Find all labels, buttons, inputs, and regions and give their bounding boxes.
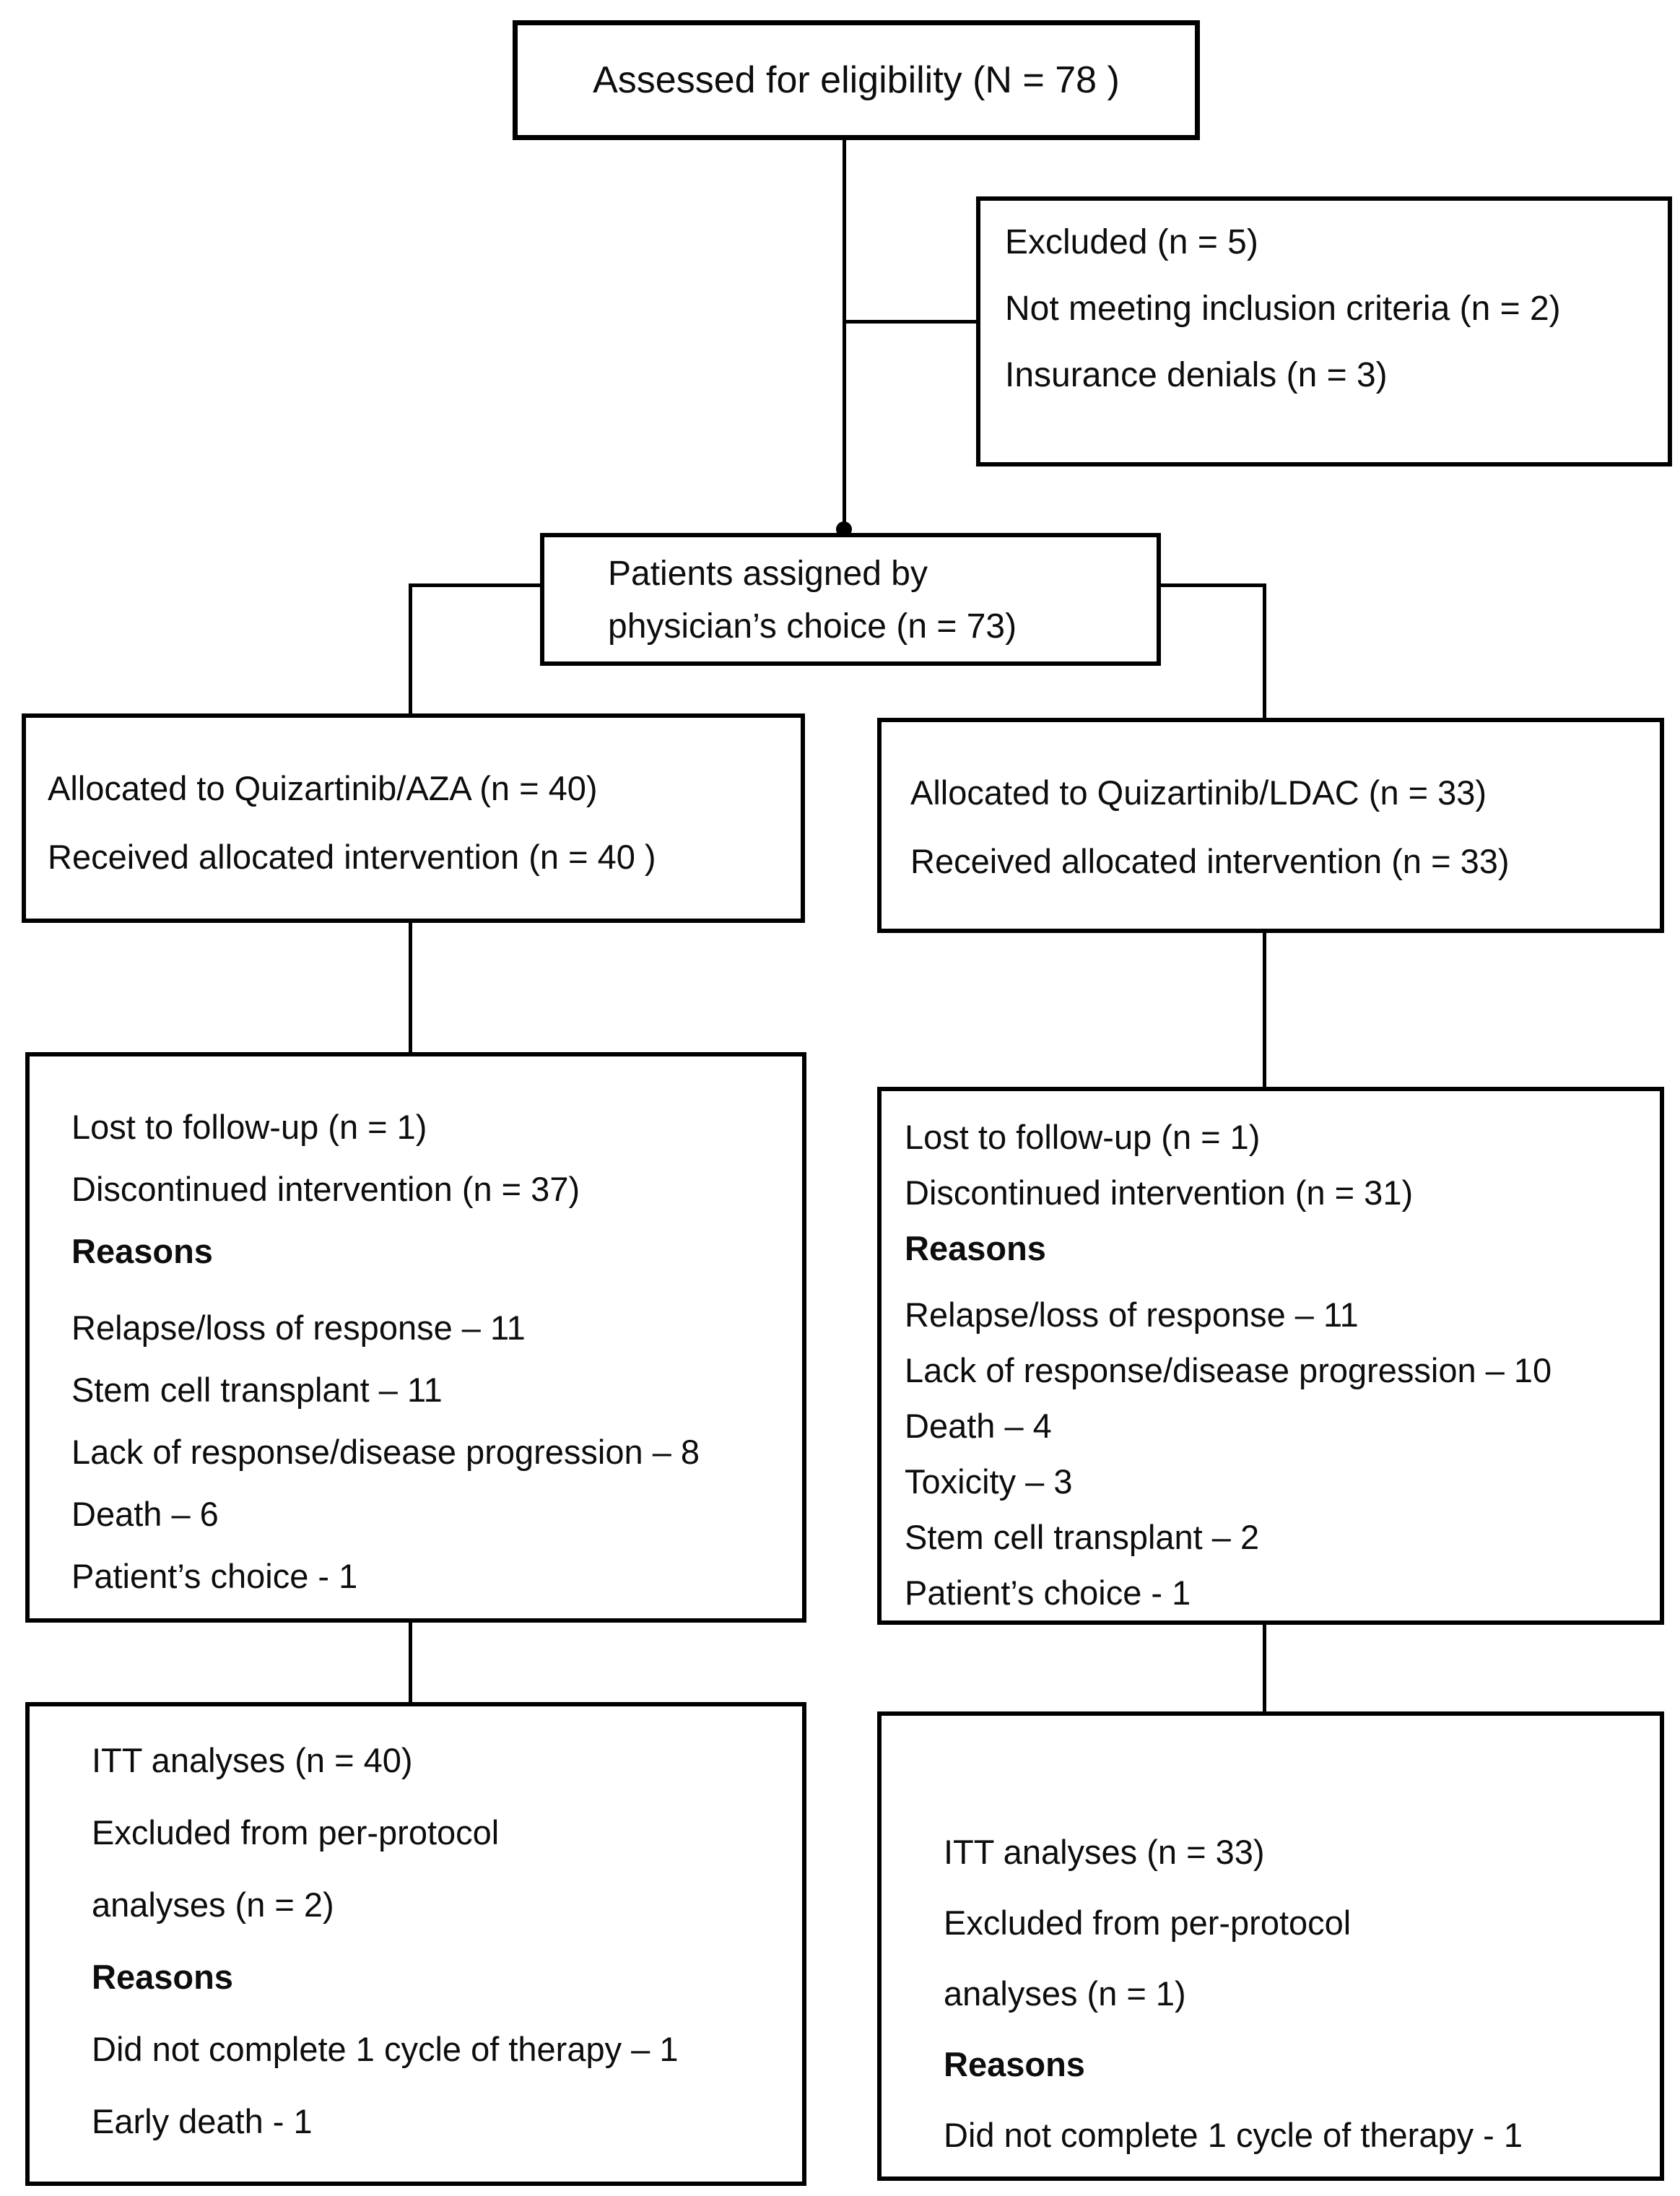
followup-aza-discontinued-text: Discontinued intervention (n = 37) xyxy=(71,1170,580,1208)
reasons-heading: Reasons xyxy=(92,1958,233,1996)
analysis-ldac-excluded-text: analyses (n = 1) xyxy=(944,1974,1186,2013)
connector-branch-right-horizontal xyxy=(1157,583,1266,587)
analysis-ldac-box xyxy=(877,1711,1664,2181)
followup-ldac-reason: Toxicity – 3 xyxy=(905,1462,1073,1501)
analysis-aza-excluded-text: Excluded from per-protocol xyxy=(92,1813,500,1852)
connector-followup-to-analysis-left xyxy=(409,1620,412,1704)
analysis-aza-itt-text: ITT analyses (n = 40) xyxy=(92,1741,413,1779)
analysis-ldac-itt-text: ITT analyses (n = 33) xyxy=(944,1833,1265,1871)
followup-ldac-reason: Stem cell transplant – 2 xyxy=(905,1518,1260,1556)
followup-aza-reason: Patient’s choice - 1 xyxy=(71,1557,358,1595)
followup-aza-reason: Death – 6 xyxy=(71,1495,219,1533)
analysis-aza-excluded-text: analyses (n = 2) xyxy=(92,1885,334,1924)
reasons-heading: Reasons xyxy=(905,1229,1046,1267)
analysis-aza-reason: Did not complete 1 cycle of therapy – 1 xyxy=(92,2030,679,2068)
allocation-ldac-box xyxy=(877,718,1664,933)
assigned-box xyxy=(540,533,1161,666)
followup-ldac-reason: Death – 4 xyxy=(905,1407,1052,1445)
assigned-text-line: physician’s choice (n = 73) xyxy=(608,607,1017,646)
connector-branch-right-vertical xyxy=(1263,583,1266,720)
allocation-ldac-received-text: Received allocated intervention (n = 33) xyxy=(910,842,1510,880)
assessed-eligibility-box xyxy=(513,20,1200,140)
excluded-reason-text: Not meeting inclusion criteria (n = 2) xyxy=(1005,290,1561,328)
followup-ldac-reason: Relapse/loss of response – 11 xyxy=(905,1296,1359,1334)
analysis-ldac-reason: Did not complete 1 cycle of therapy - 1 xyxy=(944,2116,1523,2154)
followup-aza-box xyxy=(25,1052,806,1623)
followup-ldac-discontinued-text: Discontinued intervention (n = 31) xyxy=(905,1173,1414,1212)
allocation-aza-text: Allocated to Quizartinib/AZA (n = 40) xyxy=(48,769,598,807)
assigned-text-line: Patients assigned by xyxy=(608,555,928,593)
followup-ldac-reason: Lack of response/disease progression – 10 xyxy=(905,1351,1552,1389)
followup-aza-reason: Stem cell transplant – 11 xyxy=(71,1371,443,1409)
connector-alloc-to-followup-right xyxy=(1263,930,1266,1089)
analysis-ldac-excluded-text: Excluded from per-protocol xyxy=(944,1904,1352,1942)
connector-branch-left-horizontal xyxy=(409,583,541,587)
followup-ldac-reason: Patient’s choice - 1 xyxy=(905,1574,1191,1612)
allocation-ldac-text: Allocated to Quizartinib/LDAC (n = 33) xyxy=(910,773,1487,812)
allocation-aza-box xyxy=(22,713,805,923)
allocation-aza-received-text: Received allocated intervention (n = 40 ) xyxy=(48,838,656,876)
connector-alloc-to-followup-left xyxy=(409,920,412,1054)
connector-followup-to-analysis-right xyxy=(1263,1622,1266,1714)
followup-aza-reason: Lack of response/disease progression – 8 xyxy=(71,1433,700,1471)
followup-ldac-box xyxy=(877,1087,1664,1625)
followup-aza-lost-text: Lost to follow-up (n = 1) xyxy=(71,1108,427,1146)
excluded-total-text: Excluded (n = 5) xyxy=(1005,223,1258,261)
reasons-heading: Reasons xyxy=(944,2045,1085,2083)
reasons-heading: Reasons xyxy=(71,1232,213,1270)
connector-branch-left-vertical xyxy=(409,583,412,716)
followup-ldac-lost-text: Lost to follow-up (n = 1) xyxy=(905,1118,1261,1156)
followup-aza-reason: Relapse/loss of response – 11 xyxy=(71,1309,526,1347)
analysis-aza-box xyxy=(25,1702,806,2186)
analysis-aza-reason: Early death - 1 xyxy=(92,2102,313,2140)
connector-to-excluded-box xyxy=(843,320,978,324)
excluded-reason-text: Insurance denials (n = 3) xyxy=(1005,356,1388,394)
connector-assessed-to-assigned xyxy=(843,139,846,534)
assessed-eligibility-text: Assessed for eligibility (N = 78 ) xyxy=(593,59,1120,101)
excluded-box xyxy=(976,196,1672,466)
